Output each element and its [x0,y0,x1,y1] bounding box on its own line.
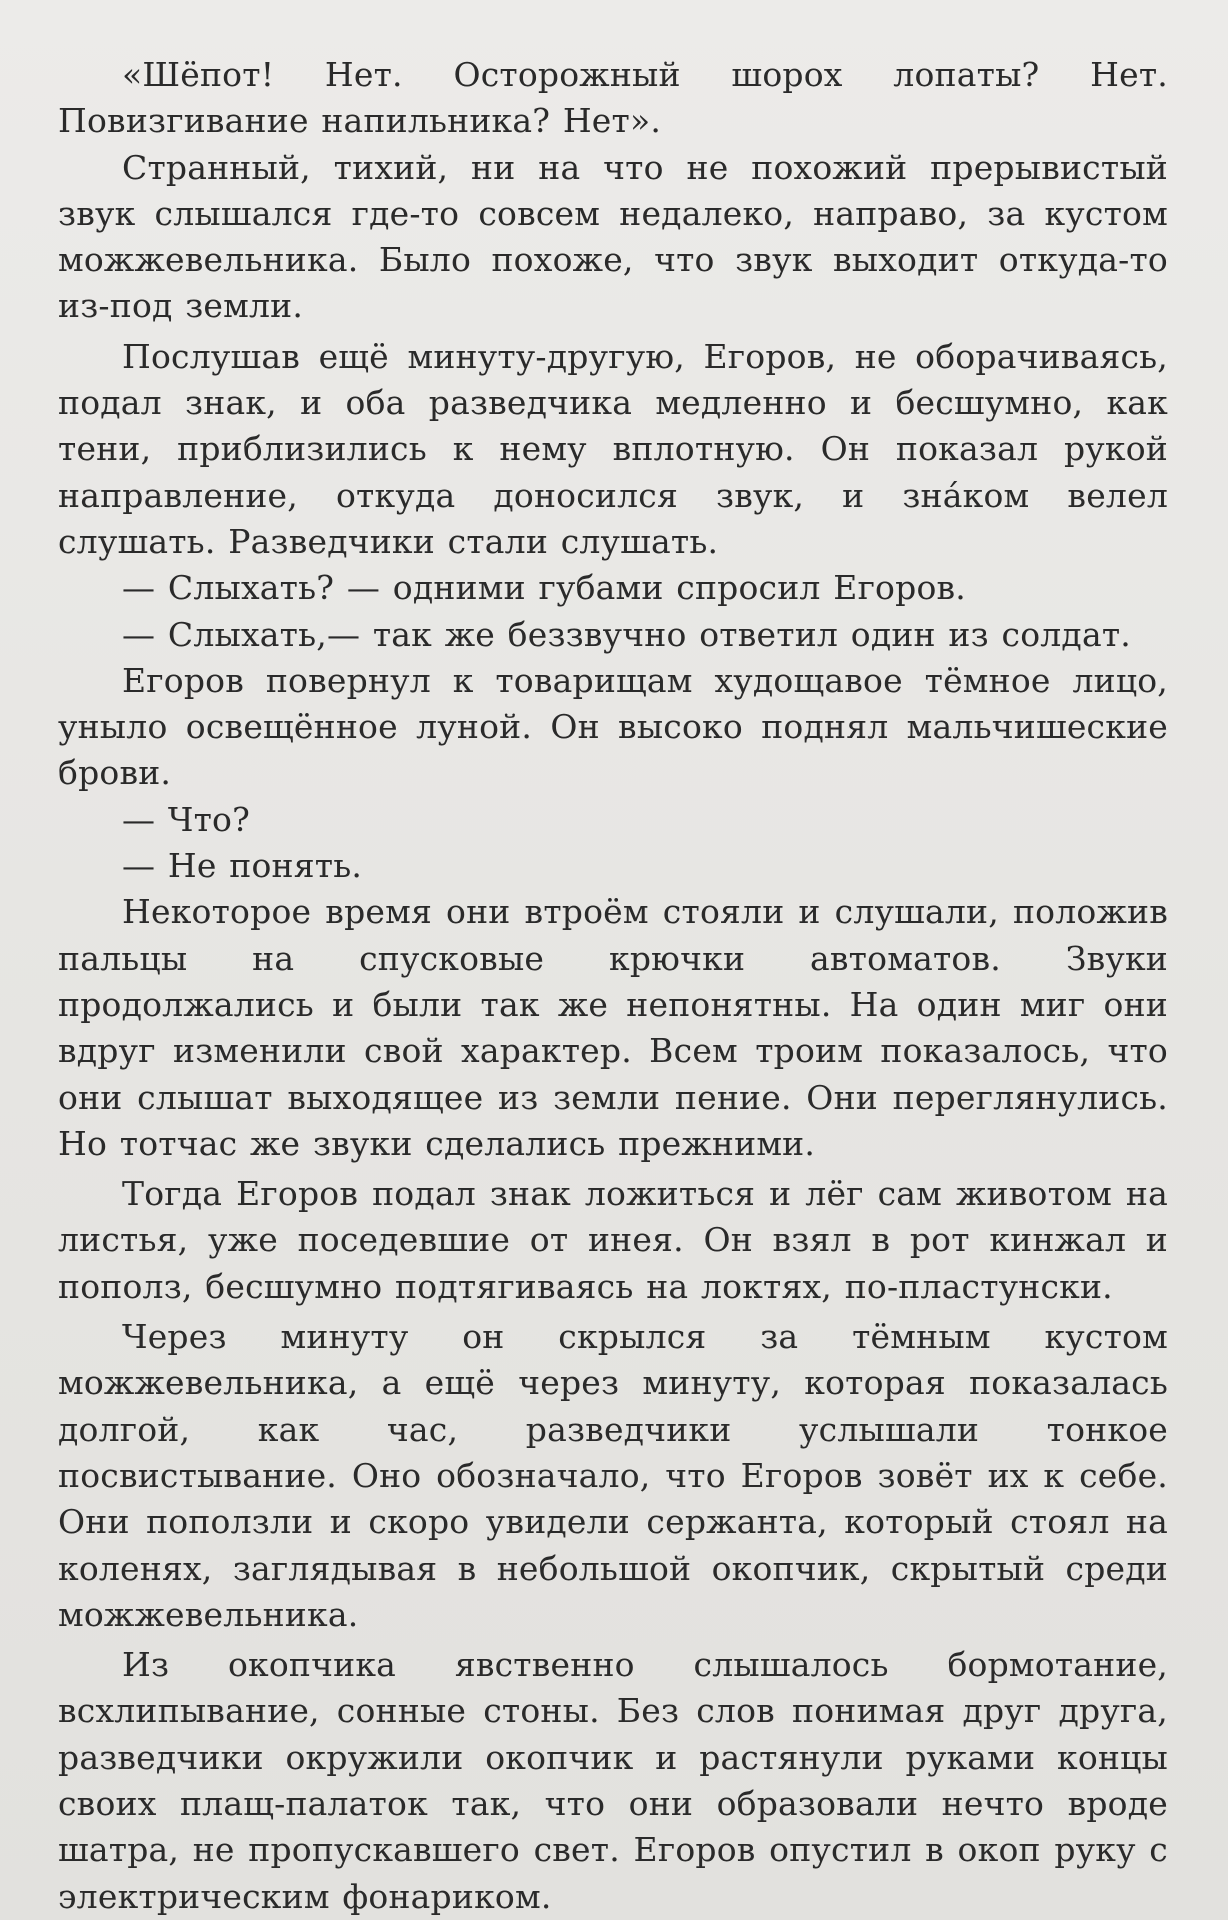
paragraph: Егоров повернул к товарищам худощавое тёмное лицо, уныло освещённое луной. Он высоко поднял мальчишеские брови. [58,660,1168,793]
paragraph: — Не понять. [122,846,363,886]
paragraph: «Шёпот! Нет. Осторожный шорох лопаты? Нет. Повизгивание напильника? Нет». [58,55,1168,141]
page-text [58,52,1168,1920]
paragraph: Через минуту он скрылся за тёмным кустом можжевельника, а ещё через минуту, которая показалась долгой, как час, разведчики услышали тонкое посвистывание. Оно обозначало, что Егоров зовёт их к себе. Они поползли и скоро увидели сержанта, который стоял на коленях, заглядывая в небольшой окопчик, скрытый среди можжевельника. [58,1317,1168,1634]
paragraph: Тогда Егоров подал знак ложиться и лёг сам животом на листья, уже поседевшие от инея. Он взял в рот кинжал и пополз, бесшумно подтягиваясь на локтях, по-пластунски. [58,1174,1168,1306]
paragraph: — Что? [122,799,251,839]
paragraph: Из окопчика явственно слышалось бормотание, всхлипывание, сонные стоны. Без слов понимая друг друга, разведчики окружили окопчик и растянули руками концы своих плащ-палаток так, что они образовали нечто вроде шатра, не пропускавшего свет. Егоров опустил в окоп руку с электрическим фонариком. [58,1645,1168,1916]
paragraph: Странный, тихий, ни на что не похожий прерывистый звук слышался где-то совсем недалеко, направо, за кустом можжевельника. Было похоже, что звук выходит откуда-то из-под земли. [58,147,1168,326]
paragraph: — Слыхать,— так же беззвучно ответил один из солдат. [122,614,1131,654]
paragraph: — Слыхать? — одними губами спросил Егоров. [122,568,966,608]
paragraph: Некоторое время они втроём стояли и слушали, положив пальцы на спусковые крючки автоматов. Звуки продолжались и были так же непонятны. На один миг они вдруг изменили свой характер. Всем троим показалось, что они слышат выходящее из земли пение. Они переглянулись. Но тотчас же звуки сделались прежними. [58,892,1168,1163]
paragraph: Послушав ещё минуту-другую, Егоров, не оборачиваясь, подал знак, и оба разведчика медленно и бесшумно, как тени, приблизились к нему вплотную. Он показал рукой направление, откуда доносился звук, и зна́ком велел слушать. Разведчики стали слушать. [58,336,1168,561]
